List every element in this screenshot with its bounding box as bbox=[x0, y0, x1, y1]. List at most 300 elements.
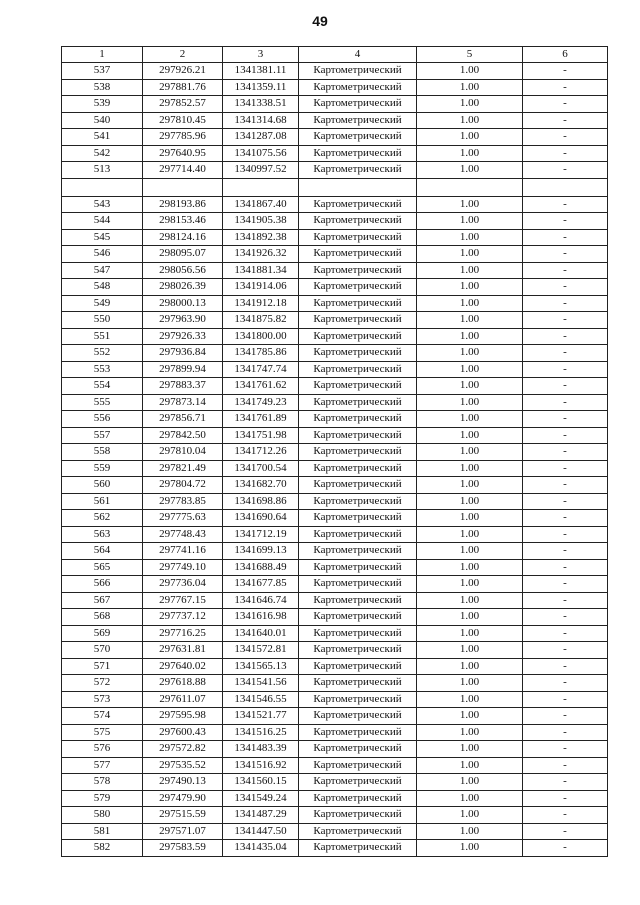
x-coordinate-cell: 297873.14 bbox=[143, 394, 223, 411]
x-coordinate-cell: 297783.85 bbox=[143, 493, 223, 510]
note-cell: - bbox=[523, 741, 608, 758]
point-number-cell: 575 bbox=[62, 724, 143, 741]
note-cell: - bbox=[523, 774, 608, 791]
point-number-cell: 547 bbox=[62, 262, 143, 279]
accuracy-cell: 1.00 bbox=[417, 691, 523, 708]
note-cell: - bbox=[523, 295, 608, 312]
point-number-cell: 568 bbox=[62, 609, 143, 626]
point-number-cell: 544 bbox=[62, 213, 143, 230]
table-row bbox=[62, 427, 608, 444]
method-cell: Картометрический bbox=[299, 213, 417, 230]
note-cell: - bbox=[523, 460, 608, 477]
point-number-cell: 538 bbox=[62, 79, 143, 96]
accuracy-cell: 1.00 bbox=[417, 411, 523, 428]
y-coordinate-cell: 1341435.04 bbox=[223, 840, 299, 857]
table-row bbox=[62, 378, 608, 395]
method-cell: Картометрический bbox=[299, 295, 417, 312]
point-number-cell: 576 bbox=[62, 741, 143, 758]
table-row bbox=[62, 295, 608, 312]
accuracy-cell: 1.00 bbox=[417, 708, 523, 725]
y-coordinate-cell: 1341616.98 bbox=[223, 609, 299, 626]
y-coordinate-cell: 1341712.26 bbox=[223, 444, 299, 461]
note-cell: - bbox=[523, 79, 608, 96]
point-number-cell: 554 bbox=[62, 378, 143, 395]
method-cell: Картометрический bbox=[299, 63, 417, 80]
method-cell: Картометрический bbox=[299, 658, 417, 675]
table-row bbox=[62, 63, 608, 80]
note-cell: - bbox=[523, 427, 608, 444]
x-coordinate-cell: 297804.72 bbox=[143, 477, 223, 494]
accuracy-cell: 1.00 bbox=[417, 559, 523, 576]
accuracy-cell: 1.00 bbox=[417, 262, 523, 279]
accuracy-cell: 1.00 bbox=[417, 213, 523, 230]
accuracy-cell: 1.00 bbox=[417, 543, 523, 560]
y-coordinate-cell: 1341646.74 bbox=[223, 592, 299, 609]
method-cell: Картометрический bbox=[299, 625, 417, 642]
y-coordinate-cell: 1341075.56 bbox=[223, 145, 299, 162]
accuracy-cell: 1.00 bbox=[417, 477, 523, 494]
point-number-cell: 573 bbox=[62, 691, 143, 708]
y-coordinate-cell: 1341905.38 bbox=[223, 213, 299, 230]
y-coordinate-cell: 1341287.08 bbox=[223, 129, 299, 146]
x-coordinate-cell: 297936.84 bbox=[143, 345, 223, 362]
x-coordinate-cell: 297631.81 bbox=[143, 642, 223, 659]
method-cell: Картометрический bbox=[299, 774, 417, 791]
table-row bbox=[62, 691, 608, 708]
note-cell: - bbox=[523, 559, 608, 576]
accuracy-cell: 1.00 bbox=[417, 675, 523, 692]
x-coordinate-cell: 297640.95 bbox=[143, 145, 223, 162]
point-number-cell: 564 bbox=[62, 543, 143, 560]
note-cell: - bbox=[523, 129, 608, 146]
method-cell: Картометрический bbox=[299, 196, 417, 213]
table-row bbox=[62, 559, 608, 576]
accuracy-cell: 1.00 bbox=[417, 312, 523, 329]
y-coordinate-cell: 1340997.52 bbox=[223, 162, 299, 179]
accuracy-cell: 1.00 bbox=[417, 427, 523, 444]
method-cell: Картометрический bbox=[299, 708, 417, 725]
point-number-cell: 558 bbox=[62, 444, 143, 461]
method-cell: Картометрический bbox=[299, 510, 417, 527]
accuracy-cell: 1.00 bbox=[417, 460, 523, 477]
note-cell: - bbox=[523, 642, 608, 659]
table-row bbox=[62, 708, 608, 725]
accuracy-cell: 1.00 bbox=[417, 724, 523, 741]
accuracy-cell: 1.00 bbox=[417, 642, 523, 659]
y-coordinate-cell: 1341867.40 bbox=[223, 196, 299, 213]
accuracy-cell: 1.00 bbox=[417, 145, 523, 162]
note-cell: - bbox=[523, 411, 608, 428]
accuracy-cell: 1.00 bbox=[417, 129, 523, 146]
method-cell: Картометрический bbox=[299, 262, 417, 279]
method-cell: Картометрический bbox=[299, 96, 417, 113]
accuracy-cell: 1.00 bbox=[417, 790, 523, 807]
table-row bbox=[62, 394, 608, 411]
table-row bbox=[62, 213, 608, 230]
y-coordinate-cell: 1341640.01 bbox=[223, 625, 299, 642]
method-cell: Картометрический bbox=[299, 724, 417, 741]
note-cell: - bbox=[523, 378, 608, 395]
table-row bbox=[62, 609, 608, 626]
y-coordinate-cell: 1341682.70 bbox=[223, 477, 299, 494]
table-row bbox=[62, 444, 608, 461]
point-number-cell: 552 bbox=[62, 345, 143, 362]
method-cell: Картометрический bbox=[299, 427, 417, 444]
method-cell: Картометрический bbox=[299, 361, 417, 378]
y-coordinate-cell: 1341875.82 bbox=[223, 312, 299, 329]
x-coordinate-cell: 297736.04 bbox=[143, 576, 223, 593]
point-number-cell: 572 bbox=[62, 675, 143, 692]
accuracy-cell bbox=[417, 178, 523, 196]
y-coordinate-cell: 1341541.56 bbox=[223, 675, 299, 692]
table-row bbox=[62, 460, 608, 477]
method-cell: Картометрический bbox=[299, 345, 417, 362]
accuracy-cell: 1.00 bbox=[417, 345, 523, 362]
accuracy-cell: 1.00 bbox=[417, 807, 523, 824]
method-cell: Картометрический bbox=[299, 246, 417, 263]
method-cell: Картометрический bbox=[299, 609, 417, 626]
accuracy-cell: 1.00 bbox=[417, 378, 523, 395]
y-coordinate-cell: 1341688.49 bbox=[223, 559, 299, 576]
method-cell: Картометрический bbox=[299, 477, 417, 494]
table-row bbox=[62, 345, 608, 362]
x-coordinate-cell bbox=[143, 178, 223, 196]
x-coordinate-cell: 298095.07 bbox=[143, 246, 223, 263]
note-cell: - bbox=[523, 543, 608, 560]
point-number-cell: 570 bbox=[62, 642, 143, 659]
x-coordinate-cell: 297775.63 bbox=[143, 510, 223, 527]
note-cell: - bbox=[523, 145, 608, 162]
x-coordinate-cell: 297535.52 bbox=[143, 757, 223, 774]
point-number-cell: 569 bbox=[62, 625, 143, 642]
accuracy-cell: 1.00 bbox=[417, 774, 523, 791]
note-cell: - bbox=[523, 526, 608, 543]
method-cell: Картометрический bbox=[299, 807, 417, 824]
point-number-cell: 549 bbox=[62, 295, 143, 312]
y-coordinate-cell: 1341572.81 bbox=[223, 642, 299, 659]
point-number-cell: 559 bbox=[62, 460, 143, 477]
table-row bbox=[62, 477, 608, 494]
x-coordinate-cell: 297571.07 bbox=[143, 823, 223, 840]
accuracy-cell: 1.00 bbox=[417, 361, 523, 378]
point-number-cell: 574 bbox=[62, 708, 143, 725]
note-cell: - bbox=[523, 162, 608, 179]
accuracy-cell: 1.00 bbox=[417, 96, 523, 113]
x-coordinate-cell: 298000.13 bbox=[143, 295, 223, 312]
x-coordinate-cell: 297490.13 bbox=[143, 774, 223, 791]
table-row bbox=[62, 642, 608, 659]
y-coordinate-cell: 1341914.06 bbox=[223, 279, 299, 296]
point-number-cell: 551 bbox=[62, 328, 143, 345]
accuracy-cell: 1.00 bbox=[417, 741, 523, 758]
point-number-cell: 567 bbox=[62, 592, 143, 609]
x-coordinate-cell: 297640.02 bbox=[143, 658, 223, 675]
table-row bbox=[62, 328, 608, 345]
x-coordinate-cell: 297714.40 bbox=[143, 162, 223, 179]
table-body bbox=[62, 63, 608, 857]
accuracy-cell: 1.00 bbox=[417, 592, 523, 609]
y-coordinate-cell: 1341912.18 bbox=[223, 295, 299, 312]
note-cell: - bbox=[523, 658, 608, 675]
note-cell: - bbox=[523, 213, 608, 230]
y-coordinate-cell: 1341549.24 bbox=[223, 790, 299, 807]
note-cell bbox=[523, 178, 608, 196]
table-row bbox=[62, 162, 608, 179]
method-cell: Картометрический bbox=[299, 394, 417, 411]
method-cell: Картометрический bbox=[299, 279, 417, 296]
x-coordinate-cell: 297515.59 bbox=[143, 807, 223, 824]
table-row bbox=[62, 774, 608, 791]
table-row bbox=[62, 757, 608, 774]
table-row bbox=[62, 625, 608, 642]
note-cell: - bbox=[523, 312, 608, 329]
table-row bbox=[62, 129, 608, 146]
method-cell: Картометрический bbox=[299, 592, 417, 609]
y-coordinate-cell: 1341487.29 bbox=[223, 807, 299, 824]
x-coordinate-cell: 297767.15 bbox=[143, 592, 223, 609]
table-row bbox=[62, 526, 608, 543]
column-header: 2 bbox=[143, 47, 223, 63]
accuracy-cell: 1.00 bbox=[417, 295, 523, 312]
x-coordinate-cell: 297881.76 bbox=[143, 79, 223, 96]
method-cell: Картометрический bbox=[299, 757, 417, 774]
note-cell: - bbox=[523, 609, 608, 626]
table-row bbox=[62, 246, 608, 263]
point-number-cell: 580 bbox=[62, 807, 143, 824]
y-coordinate-cell: 1341800.00 bbox=[223, 328, 299, 345]
note-cell: - bbox=[523, 823, 608, 840]
x-coordinate-cell: 297856.71 bbox=[143, 411, 223, 428]
note-cell: - bbox=[523, 724, 608, 741]
x-coordinate-cell: 297749.10 bbox=[143, 559, 223, 576]
point-number-cell: 546 bbox=[62, 246, 143, 263]
x-coordinate-cell: 297821.49 bbox=[143, 460, 223, 477]
method-cell: Картометрический bbox=[299, 460, 417, 477]
method-cell: Картометрический bbox=[299, 576, 417, 593]
y-coordinate-cell: 1341751.98 bbox=[223, 427, 299, 444]
note-cell: - bbox=[523, 576, 608, 593]
x-coordinate-cell: 297741.16 bbox=[143, 543, 223, 560]
y-coordinate-cell: 1341761.62 bbox=[223, 378, 299, 395]
accuracy-cell: 1.00 bbox=[417, 510, 523, 527]
table-row bbox=[62, 576, 608, 593]
x-coordinate-cell: 298026.39 bbox=[143, 279, 223, 296]
point-number-cell: 543 bbox=[62, 196, 143, 213]
point-number-cell: 577 bbox=[62, 757, 143, 774]
coordinates-table bbox=[61, 46, 608, 857]
note-cell: - bbox=[523, 708, 608, 725]
note-cell: - bbox=[523, 493, 608, 510]
note-cell: - bbox=[523, 840, 608, 857]
point-number-cell: 540 bbox=[62, 112, 143, 129]
x-coordinate-cell: 297618.88 bbox=[143, 675, 223, 692]
table-row bbox=[62, 724, 608, 741]
y-coordinate-cell: 1341699.13 bbox=[223, 543, 299, 560]
note-cell: - bbox=[523, 279, 608, 296]
method-cell: Картометрический bbox=[299, 378, 417, 395]
table-row bbox=[62, 510, 608, 527]
y-coordinate-cell: 1341690.64 bbox=[223, 510, 299, 527]
x-coordinate-cell: 297926.33 bbox=[143, 328, 223, 345]
y-coordinate-cell: 1341314.68 bbox=[223, 112, 299, 129]
table-row bbox=[62, 279, 608, 296]
x-coordinate-cell: 297583.59 bbox=[143, 840, 223, 857]
point-number-cell: 578 bbox=[62, 774, 143, 791]
table-row bbox=[62, 361, 608, 378]
note-cell: - bbox=[523, 807, 608, 824]
method-cell: Картометрический bbox=[299, 840, 417, 857]
accuracy-cell: 1.00 bbox=[417, 79, 523, 96]
y-coordinate-cell: 1341677.85 bbox=[223, 576, 299, 593]
table-row bbox=[62, 312, 608, 329]
y-coordinate-cell: 1341785.86 bbox=[223, 345, 299, 362]
y-coordinate-cell: 1341516.92 bbox=[223, 757, 299, 774]
note-cell: - bbox=[523, 477, 608, 494]
point-number-cell: 553 bbox=[62, 361, 143, 378]
table-row bbox=[62, 96, 608, 113]
x-coordinate-cell: 298153.46 bbox=[143, 213, 223, 230]
point-number-cell: 542 bbox=[62, 145, 143, 162]
x-coordinate-cell: 297852.57 bbox=[143, 96, 223, 113]
x-coordinate-cell: 297810.04 bbox=[143, 444, 223, 461]
point-number-cell: 513 bbox=[62, 162, 143, 179]
point-number-cell: 571 bbox=[62, 658, 143, 675]
note-cell: - bbox=[523, 196, 608, 213]
method-cell: Картометрический bbox=[299, 229, 417, 246]
method-cell: Картометрический bbox=[299, 559, 417, 576]
note-cell: - bbox=[523, 592, 608, 609]
y-coordinate-cell: 1341560.15 bbox=[223, 774, 299, 791]
table-row bbox=[62, 411, 608, 428]
point-number-cell: 541 bbox=[62, 129, 143, 146]
x-coordinate-cell: 297595.98 bbox=[143, 708, 223, 725]
y-coordinate-cell: 1341698.86 bbox=[223, 493, 299, 510]
method-cell: Картометрический bbox=[299, 312, 417, 329]
method-cell: Картометрический bbox=[299, 145, 417, 162]
method-cell: Картометрический bbox=[299, 493, 417, 510]
x-coordinate-cell: 297899.94 bbox=[143, 361, 223, 378]
accuracy-cell: 1.00 bbox=[417, 493, 523, 510]
x-coordinate-cell: 298124.16 bbox=[143, 229, 223, 246]
accuracy-cell: 1.00 bbox=[417, 162, 523, 179]
table-row bbox=[62, 112, 608, 129]
x-coordinate-cell: 297883.37 bbox=[143, 378, 223, 395]
note-cell: - bbox=[523, 675, 608, 692]
accuracy-cell: 1.00 bbox=[417, 625, 523, 642]
x-coordinate-cell: 297785.96 bbox=[143, 129, 223, 146]
column-header: 5 bbox=[417, 47, 523, 63]
note-cell: - bbox=[523, 328, 608, 345]
y-coordinate-cell: 1341516.25 bbox=[223, 724, 299, 741]
method-cell: Картометрический bbox=[299, 162, 417, 179]
accuracy-cell: 1.00 bbox=[417, 279, 523, 296]
accuracy-cell: 1.00 bbox=[417, 394, 523, 411]
table-row bbox=[62, 79, 608, 96]
note-cell: - bbox=[523, 394, 608, 411]
y-coordinate-cell: 1341521.77 bbox=[223, 708, 299, 725]
y-coordinate-cell: 1341892.38 bbox=[223, 229, 299, 246]
accuracy-cell: 1.00 bbox=[417, 63, 523, 80]
accuracy-cell: 1.00 bbox=[417, 196, 523, 213]
note-cell: - bbox=[523, 444, 608, 461]
y-coordinate-cell: 1341700.54 bbox=[223, 460, 299, 477]
point-number-cell: 555 bbox=[62, 394, 143, 411]
note-cell: - bbox=[523, 790, 608, 807]
y-coordinate-cell: 1341761.89 bbox=[223, 411, 299, 428]
x-coordinate-cell: 297842.50 bbox=[143, 427, 223, 444]
point-number-cell: 563 bbox=[62, 526, 143, 543]
method-cell: Картометрический bbox=[299, 129, 417, 146]
column-header: 6 bbox=[523, 47, 608, 63]
point-number-cell: 545 bbox=[62, 229, 143, 246]
point-number-cell: 560 bbox=[62, 477, 143, 494]
x-coordinate-cell: 297611.07 bbox=[143, 691, 223, 708]
method-cell: Картометрический bbox=[299, 790, 417, 807]
table-row bbox=[62, 493, 608, 510]
table-row bbox=[62, 262, 608, 279]
y-coordinate-cell: 1341565.13 bbox=[223, 658, 299, 675]
accuracy-cell: 1.00 bbox=[417, 757, 523, 774]
x-coordinate-cell: 297926.21 bbox=[143, 63, 223, 80]
page-number: 49 bbox=[312, 13, 328, 29]
method-cell: Картометрический bbox=[299, 79, 417, 96]
method-cell: Картометрический bbox=[299, 642, 417, 659]
x-coordinate-cell: 298056.56 bbox=[143, 262, 223, 279]
y-coordinate-cell: 1341381.11 bbox=[223, 63, 299, 80]
note-cell: - bbox=[523, 229, 608, 246]
accuracy-cell: 1.00 bbox=[417, 229, 523, 246]
y-coordinate-cell: 1341926.32 bbox=[223, 246, 299, 263]
column-header: 1 bbox=[62, 47, 143, 63]
point-number-cell: 562 bbox=[62, 510, 143, 527]
method-cell: Картометрический bbox=[299, 526, 417, 543]
point-number-cell: 582 bbox=[62, 840, 143, 857]
table-row bbox=[62, 592, 608, 609]
y-coordinate-cell: 1341881.34 bbox=[223, 262, 299, 279]
x-coordinate-cell: 297810.45 bbox=[143, 112, 223, 129]
x-coordinate-cell: 297572.82 bbox=[143, 741, 223, 758]
note-cell: - bbox=[523, 345, 608, 362]
method-cell: Картометрический bbox=[299, 543, 417, 560]
table-row bbox=[62, 807, 608, 824]
method-cell: Картометрический bbox=[299, 675, 417, 692]
point-number-cell: 548 bbox=[62, 279, 143, 296]
table-row bbox=[62, 229, 608, 246]
table-row bbox=[62, 790, 608, 807]
method-cell: Картометрический bbox=[299, 691, 417, 708]
accuracy-cell: 1.00 bbox=[417, 609, 523, 626]
x-coordinate-cell: 298193.86 bbox=[143, 196, 223, 213]
table-row bbox=[62, 675, 608, 692]
method-cell: Картометрический bbox=[299, 444, 417, 461]
y-coordinate-cell: 1341359.11 bbox=[223, 79, 299, 96]
point-number-cell: 550 bbox=[62, 312, 143, 329]
y-coordinate-cell: 1341338.51 bbox=[223, 96, 299, 113]
method-cell: Картометрический bbox=[299, 823, 417, 840]
table-row bbox=[62, 145, 608, 162]
note-cell: - bbox=[523, 361, 608, 378]
accuracy-cell: 1.00 bbox=[417, 526, 523, 543]
note-cell: - bbox=[523, 96, 608, 113]
note-cell: - bbox=[523, 510, 608, 527]
y-coordinate-cell: 1341749.23 bbox=[223, 394, 299, 411]
point-number-cell: 579 bbox=[62, 790, 143, 807]
point-number-cell: 561 bbox=[62, 493, 143, 510]
table-row bbox=[62, 741, 608, 758]
accuracy-cell: 1.00 bbox=[417, 112, 523, 129]
accuracy-cell: 1.00 bbox=[417, 246, 523, 263]
y-coordinate-cell: 1341747.74 bbox=[223, 361, 299, 378]
